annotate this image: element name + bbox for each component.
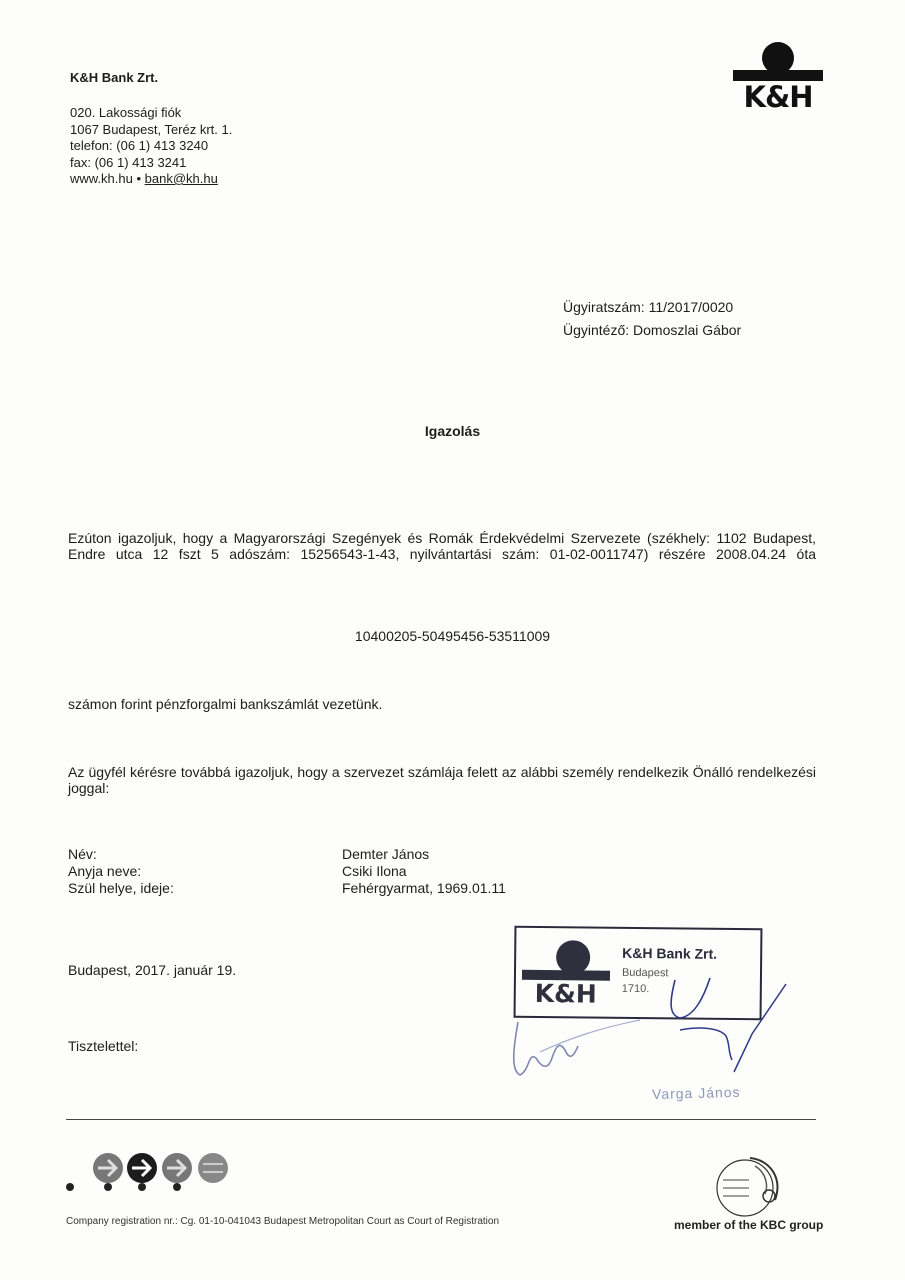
web-contact [70,171,232,188]
certification-paragraph [68,530,816,562]
website-text: www.kh.hu • [70,171,145,186]
street-address: 1067 Budapest, Teréz krt. 1. [70,121,233,137]
stamp-logo-text: K&H [534,978,597,1009]
name-label: Név: [68,846,97,862]
authorization-paragraph: Az ügyfél kérésre továbbá igazoljuk, hogy a szervezet számlája felett az alábbi személy rendelkezik Önálló rendelkezési joggal: [68,764,816,796]
kh-logo [733,42,823,114]
name-value: Demter János [342,846,430,862]
signer-name: Varga János [651,1083,741,1103]
birth-label: Szül helye, ideje: [68,880,174,896]
email-link[interactable]: bank@kh.hu [144,171,218,186]
fax-number: fax: (06 1) 413 3241 [70,154,187,170]
phone-number: telefon: (06 1) 413 3240 [70,138,209,153]
stamp-city: Budapest [621,966,669,980]
logo-text: K&H [743,80,813,114]
place-and-date: Budapest, 2017. január 19. [68,962,237,978]
certification-text: Ezúton igazoljuk, hogy a Magyarországi Szegények és Romák Érdekvédelmi Szervezete (székhely: 1102 Budapest, Endre utca 12 fszt 5 adószám: 15256543-1-43, nyilvántartási szám: 01-02-0011747) részére 2008.04.24 óta [68,530,816,562]
stamp-bank-name: K&H Bank Zrt. [622,944,718,962]
paralympic-team-emblem-icon [705,1150,795,1218]
kbc-group-text: member of the KBC group [674,1218,824,1232]
account-paragraph: számon forint pénzforgalmi bankszámlát vezetünk. [68,696,383,712]
handwritten-signatures [490,960,810,1090]
bank-name: K&H Bank Zrt. [70,70,159,85]
branch-name: 020. Lakossági fiók [70,105,182,120]
regards-text: Tisztelettel: [68,1038,139,1054]
document-title: Igazolás [424,423,481,439]
mother-name-label: Anyja neve: [68,863,142,879]
kh-arrow-circles-icon [60,1150,240,1200]
reference-block [563,296,741,342]
account-number: 10400205-50495456-53511009 [354,628,551,644]
company-registration: Company registration nr.: Cg. 01-10-041043 Budapest Metropolitan Court as Court of Registration [66,1216,500,1227]
mother-name-value: Csiki Ilona [342,863,407,879]
clerk-name: Ügyintéző: Domoszlai Gábor [563,322,742,338]
birth-value: Fehérgyarmat, 1969.01.11 [342,880,506,896]
bank-address-block [70,105,232,188]
case-number: Ügyiratszám: 11/2017/0020 [563,299,734,315]
footer-divider [66,1119,816,1120]
stamp-postcode: 1710. [621,982,650,996]
